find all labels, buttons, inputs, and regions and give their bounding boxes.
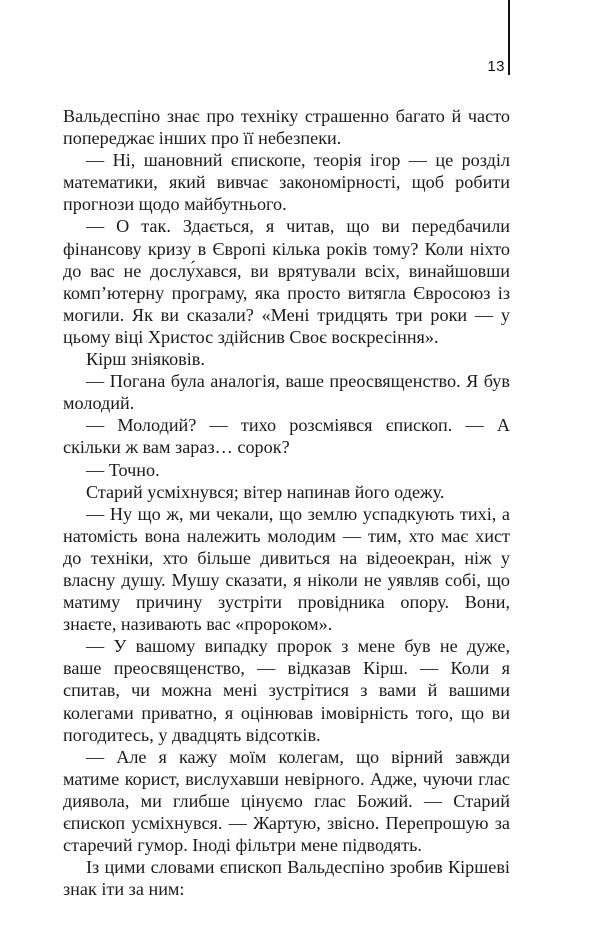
body-text bbox=[63, 105, 510, 900]
paragraph-11: — Але я кажу моїм колегам, що вірний завжди матиме корист, вислухавши невірного. Адже, чуючи глас диявола, ми глибше цінуємо глас Божий. — Старий єпископ усміхнувся. — Жартую, звісно. Перепрошую за старечий гумор. Іноді фільтри мене підводять. bbox=[63, 746, 510, 856]
paragraph-12: Із цими словами єпископ Вальдеспіно зробив Кіршеві знак іти за ним: bbox=[63, 857, 510, 900]
paragraph-8: Старий усміхнувся; вітер напинав його одежу. bbox=[86, 481, 445, 502]
paragraph-5: — Погана була аналогія, ваше преосвященство. Я був молодий. bbox=[63, 371, 510, 414]
paragraph-10: — У вашому випадку пророк з мене був не дуже, ваше преосвященство, — відказав Кірш. — Коли я спитав, чи можна мені зустрітися з вами й вашими колегами приватно, я оцінював імовірність того, що ви погодитесь, у двадцять відсотків. bbox=[63, 636, 510, 745]
header-vertical-rule bbox=[508, 0, 510, 75]
paragraph-1: Вальдеспіно знає про техніку страшенно багато й часто попереджає інших про її небезпеки. bbox=[63, 106, 510, 149]
paragraph-6: — Молодий? — тихо розсміявся єпископ. — А скільки ж вам зараз… сорок? bbox=[63, 415, 510, 458]
paragraph-9: — Ну що ж, ми чекали, що землю успадкують тихі, а натомість вона належить молодим — тим, хто має хист до техніки, хто більше дивиться на відеоекран, ніж у власну душу. Мушу сказати, я ніколи не уявляв собі, що матиму причину зустріти провідника опору. Вони, знаєте, називають вас «пророком». bbox=[63, 503, 510, 635]
paragraph-7: — Точно. bbox=[86, 459, 160, 480]
paragraph-2: — Ні, шановний єпископе, теорія ігор — це розділ математики, який вивчає закономірності, щоб робити прогнози щодо майбутнього. bbox=[63, 150, 510, 215]
paragraph-4: Кірш зніяковів. bbox=[86, 349, 205, 370]
paragraph-3: — О так. Здається, я читав, що ви передбачили фінансову кризу в Європі кілька років тому? Коли ніхто до вас не дослу́хався, ви врятували всіх, винайшовши комп’ютерну програму, яка просто витягла Євросоюз із могили. Як ви сказали? «Мені тридцять три роки — у цьому віці Христос здійснив Своє воскресіння». bbox=[63, 216, 510, 347]
page-number: 13 bbox=[487, 58, 505, 75]
